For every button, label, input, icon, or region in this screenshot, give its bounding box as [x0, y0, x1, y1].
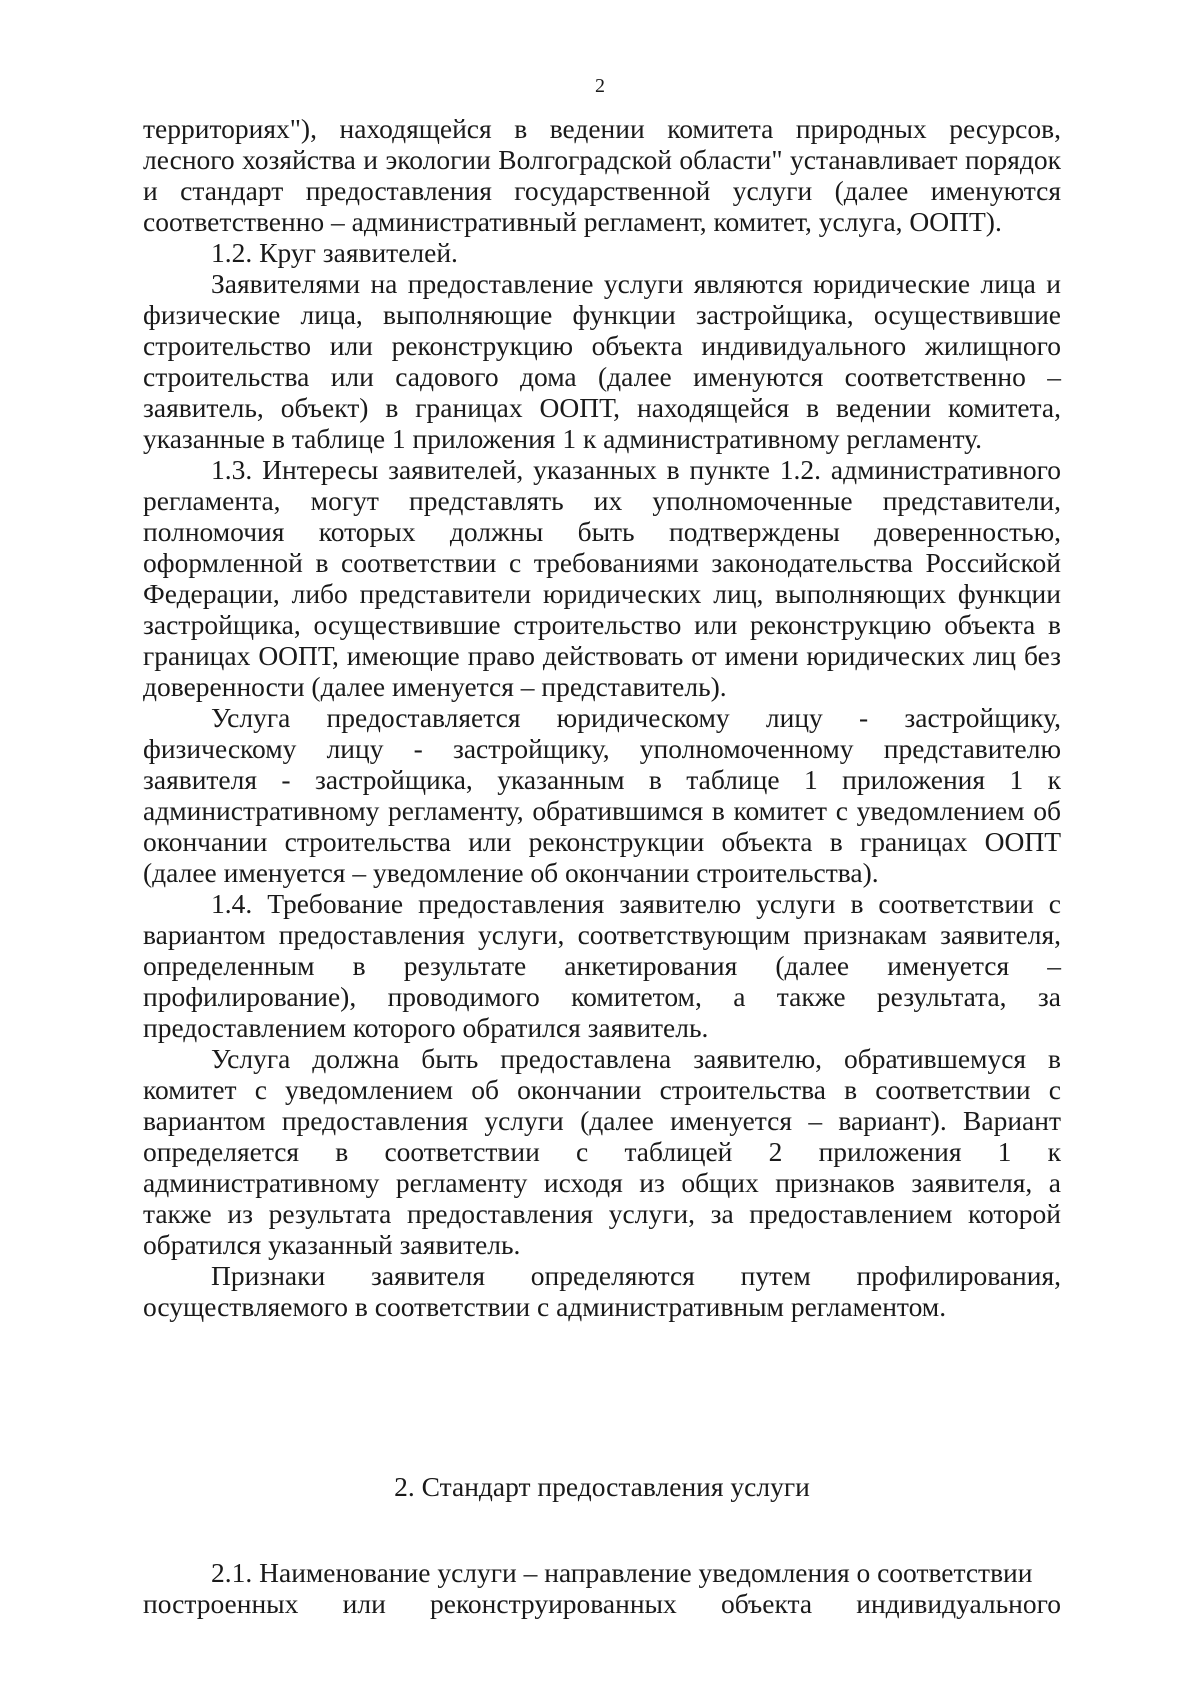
page-number: 2 — [595, 75, 605, 97]
paragraph-continuation: территориях"), находящейся в ведении комитета природных ресурсов, лесного хозяйства и экологии Волгоградской области" устанавливает порядок и стандарт предоставления государственной услуги (далее именуются соответственно – административный регламент, комитет, услуга, ООПТ). — [143, 113, 1061, 237]
paragraph-service-provided: Услуга предоставляется юридическому лицу - застройщику, физическому лицу - застройщику, уполномоченному представителю заявителя - застройщика, указанным в таблице 1 приложения 1 к административному регламенту, обратившимся в комитет с уведомлением об окончании строительства или реконструкции объекта в границах ООПТ (далее именуется – уведомление об окончании строительства). — [143, 702, 1061, 888]
paragraph-variant: Услуга должна быть предоставлена заявителю, обратившемуся в комитет с уведомлением об окончании строительства в соответствии с вариантом предоставления услуги (далее именуется – вариант). Вариант определяется в соответствии с таблицей 2 приложения 1 к административному регламенту исходя из общих признаков заявителя, а также из результата предоставления услуги, за предоставлением которой обратился указанный заявитель. — [143, 1043, 1061, 1260]
paragraph-1-3: 1.3. Интересы заявителей, указанных в пункте 1.2. административного регламента, могут представлять их уполномоченные представители, полномочия которых должны быть подтверждены доверенностью, оформленной в соответствии с требованиями законодательства Российской Федерации, либо представители юридических лиц, выполняющих функции застройщика, осуществившие строительство или реконструкцию объекта в границах ООПТ, имеющие право действовать от имени юридических лиц без доверенности (далее именуется – представитель). — [143, 454, 1061, 702]
paragraph-2-1: 2.1. Наименование услуги – направление уведомления о соответствии — [211, 1557, 1033, 1588]
paragraph-applicants: Заявителями на предоставление услуги являются юридические лица и физические лица, выполняющие функции застройщика, осуществившие строительство или реконструкцию объекта индивидуального жилищного строительства или садового дома (далее именуются соответственно – заявитель, объект) в границах ООПТ, находящейся в ведении комитета, указанные в таблице 1 приложения 1 к административному регламенту. — [143, 268, 1061, 454]
section-heading: 2. Стандарт предоставления услуги — [394, 1471, 810, 1502]
paragraph-signs: Признаки заявителя определяются путем профилирования, осуществляемого в соответствии с административным регламентом. — [143, 1260, 1061, 1322]
section-2-text — [143, 1557, 1061, 1619]
body-text — [143, 113, 1061, 1322]
paragraph-heading-1-2: 1.2. Круг заявителей. — [211, 237, 458, 268]
paragraph-1-4: 1.4. Требование предоставления заявителю услуги в соответствии с вариантом предоставления услуги, соответствующим признакам заявителя, определенным в результате анкетирования (далее именуется – профилирование), проводимого комитетом, а также результата, за предоставлением которого обратился заявитель. — [143, 888, 1061, 1043]
paragraph-2-1-continuation: построенных или реконструированных объекта индивидуального — [143, 1588, 1061, 1619]
